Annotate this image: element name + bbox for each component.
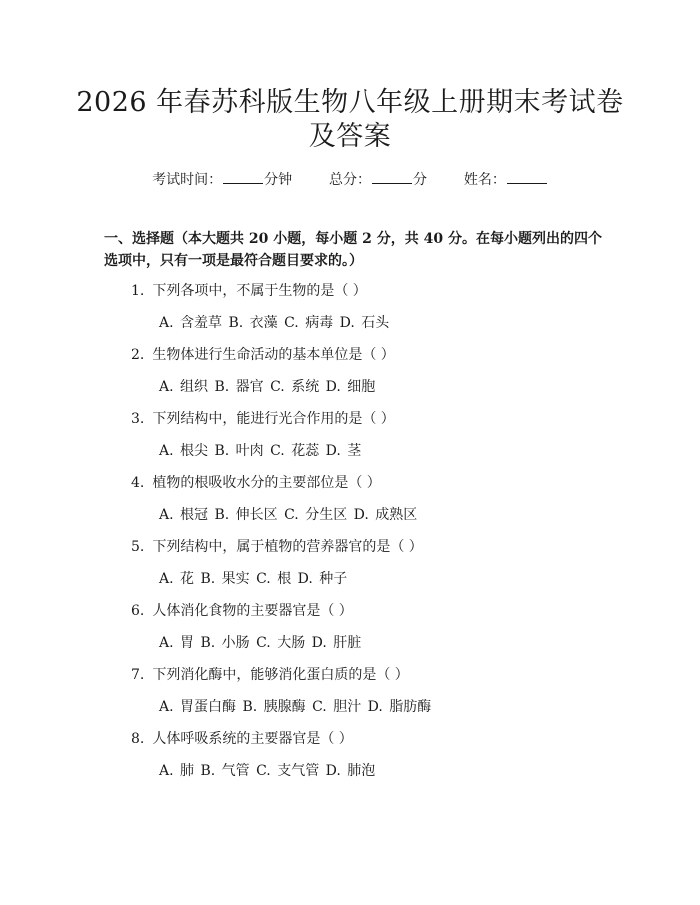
name-label: 姓名： xyxy=(463,172,506,188)
exam-title-line-2: 及答案 xyxy=(308,121,392,152)
question-7-options: A. 胃蛋白酶 B. 胰腺酶 C. 胆汁 D. 脂肪酶 xyxy=(159,699,432,715)
exam-name xyxy=(464,170,548,189)
exam-meta xyxy=(0,170,700,189)
question-4-options: A. 根冠 B. 伸长区 C. 分生区 D. 成熟区 xyxy=(159,507,418,523)
question-4: 4. 植物的根吸收水分的主要部位是（ ） xyxy=(131,475,381,491)
name-blank xyxy=(507,170,547,184)
question-6-options: A. 胃 B. 小肠 C. 大肠 D. 肝脏 xyxy=(159,635,362,651)
score-blank xyxy=(372,170,412,184)
question-5: 5. 下列结构中，属于植物的营养器官的是（ ） xyxy=(131,539,423,555)
time-unit: 分钟 xyxy=(264,172,293,188)
question-3: 3. 下列结构中，能进行光合作用的是（ ） xyxy=(131,411,395,427)
question-1-options: A. 含羞草 B. 衣藻 C. 病毒 D. 石头 xyxy=(159,315,390,331)
question-5-options: A. 花 B. 果实 C. 根 D. 种子 xyxy=(159,571,348,587)
question-6: 6. 人体消化食物的主要器官是（ ） xyxy=(131,603,353,619)
time-label: 考试时间： xyxy=(152,172,223,188)
question-2: 2. 生物体进行生命活动的基本单位是（ ） xyxy=(131,347,395,363)
question-3-options: A. 根尖 B. 叶肉 C. 花蕊 D. 茎 xyxy=(159,443,362,459)
question-7: 7. 下列消化酶中，能够消化蛋白质的是（ ） xyxy=(131,667,409,683)
exam-title-line-1: 2026 年春苏科版生物八年级上册期末考试卷 xyxy=(76,87,624,118)
question-8: 8. 人体呼吸系统的主要器官是（ ） xyxy=(131,731,353,747)
exam-time xyxy=(152,170,292,189)
section-heading: 一、选择题（本大题共 20 小题，每小题 2 分，共 40 分。在每小题列出的四个选项中，只有一项是最符合题目要求的。） xyxy=(104,231,602,269)
question-1: 1. 下列各项中，不属于生物的是（ ） xyxy=(131,283,367,299)
score-unit: 分 xyxy=(413,172,427,188)
time-blank xyxy=(223,170,263,184)
score-label: 总分： xyxy=(329,172,371,188)
exam-score xyxy=(329,170,427,189)
question-8-options: A. 肺 B. 气管 C. 支气管 D. 肺泡 xyxy=(159,763,376,779)
question-2-options: A. 组织 B. 器官 C. 系统 D. 细胞 xyxy=(159,379,376,395)
